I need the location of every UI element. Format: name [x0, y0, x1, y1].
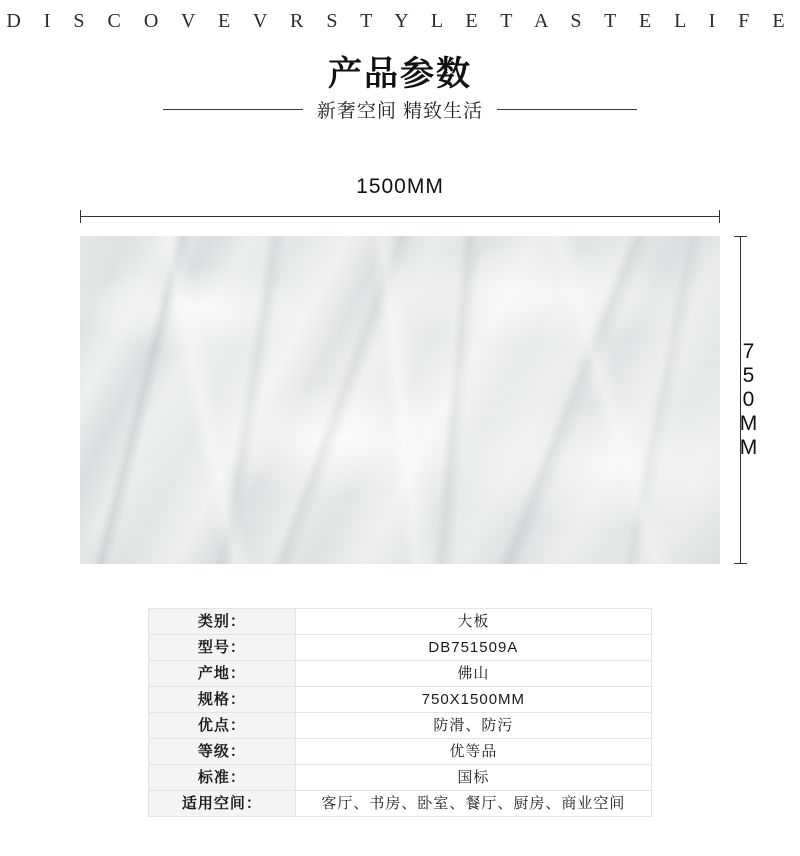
spec-key: 优点：	[149, 713, 296, 739]
spec-key: 类别：	[149, 609, 296, 635]
page-title: 产品参数	[328, 55, 472, 93]
spec-value: 佛山	[295, 661, 651, 687]
table-row	[149, 739, 652, 765]
subtitle-rule-left	[163, 109, 303, 110]
table-row	[149, 609, 652, 635]
spec-value: 大板	[295, 609, 651, 635]
spec-key: 型号：	[149, 635, 296, 661]
table-row	[149, 765, 652, 791]
subtitle-rule-right	[497, 109, 637, 110]
spec-value: 750X1500MM	[295, 687, 651, 713]
spec-key: 产地：	[149, 661, 296, 687]
spec-key: 规格：	[149, 687, 296, 713]
spec-value: 客厅、书房、卧室、餐厅、厨房、商业空间	[295, 791, 651, 817]
dimension-width-cap-right	[719, 210, 720, 223]
spec-key: 标准：	[149, 765, 296, 791]
table-row	[149, 661, 652, 687]
spec-key: 适用空间：	[149, 791, 296, 817]
dimension-height-label: 750MM	[737, 340, 760, 460]
table-row	[149, 791, 652, 817]
spec-value: 国标	[295, 765, 651, 791]
dimension-width-label: 1500MM	[356, 175, 444, 198]
spec-table	[148, 608, 652, 817]
product-image	[80, 236, 720, 564]
eyebrow-text: D I S C O V E V R S T Y L E T A S T E L I F E	[6, 10, 794, 32]
subtitle-group	[0, 96, 800, 123]
page-subtitle: 新奢空间 精致生活	[316, 101, 484, 122]
spec-value: 防滑、防污	[295, 713, 651, 739]
dimension-width-bar	[80, 210, 720, 222]
table-row	[149, 687, 652, 713]
spec-value: DB751509A	[295, 635, 651, 661]
table-row	[149, 635, 652, 661]
marble-shading-overlay	[80, 236, 720, 564]
dimension-height-cap-bottom	[734, 563, 747, 564]
table-row	[149, 713, 652, 739]
spec-key: 等级：	[149, 739, 296, 765]
dimension-width-line	[80, 216, 720, 217]
spec-value: 优等品	[295, 739, 651, 765]
spec-table-body	[149, 609, 652, 817]
